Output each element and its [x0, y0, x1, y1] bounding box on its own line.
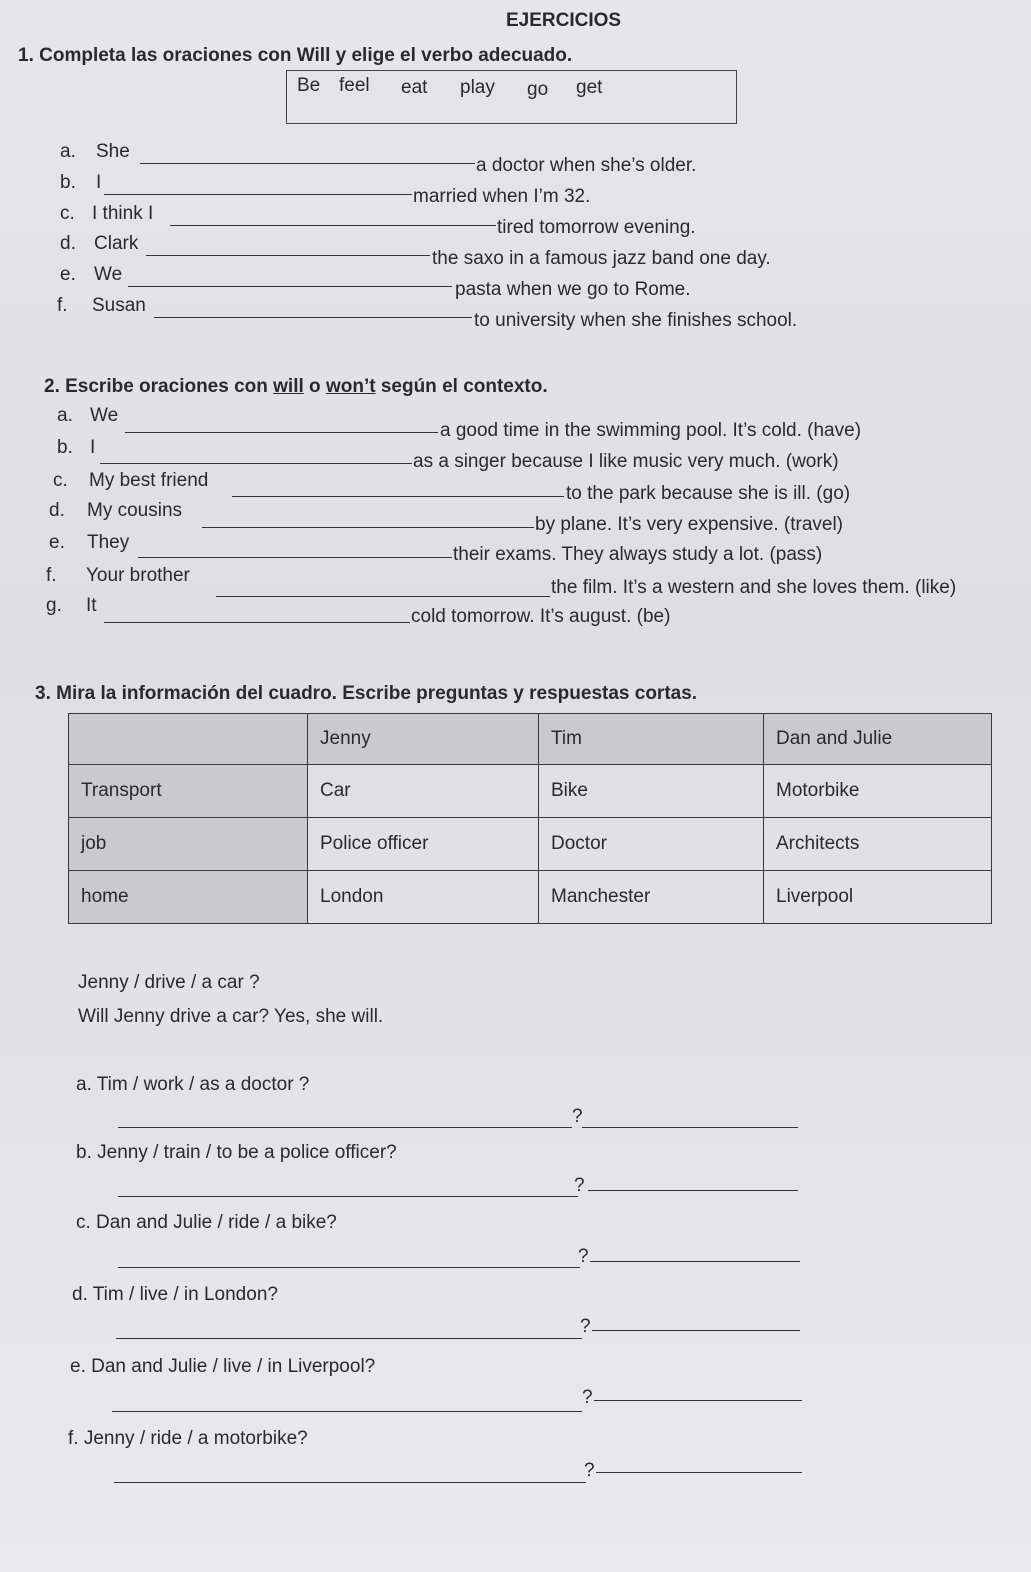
info-table	[68, 713, 992, 924]
ex3-item-d-qmark: ?	[580, 1316, 591, 1337]
ex2-item-b-subject: I	[90, 437, 96, 458]
ex1-item-c-label: c.	[60, 203, 75, 224]
table-cell: Motorbike	[764, 765, 992, 818]
ex1-item-d-blank	[146, 255, 430, 256]
ex1-item-e-label: e.	[60, 264, 76, 285]
ex1-item-f-blank	[154, 317, 472, 318]
table-cell: Doctor	[539, 818, 764, 871]
table-cell: Bike	[539, 765, 764, 818]
ex3-item-c-prompt: c. Dan and Julie / ride / a bike?	[76, 1212, 337, 1233]
table-header-cell: Jenny	[308, 714, 539, 765]
ex2-item-c-rest: to the park because she is ill. (go)	[566, 483, 851, 504]
ex1-item-f-label: f.	[57, 295, 68, 316]
ex3-item-e-qmark: ?	[582, 1387, 593, 1408]
exercise-2-heading: 2. Escribe oraciones con will o won’t según el contexto.	[44, 376, 548, 397]
ex2-item-d-blank	[202, 527, 534, 528]
ex2-item-g-blank	[104, 622, 410, 623]
ex2-item-e-blank	[138, 557, 452, 558]
ex3-item-c-answer-blank	[590, 1261, 800, 1262]
ex3-item-f-question-blank	[114, 1482, 586, 1483]
ex2-item-b-rest: as a singer because I like music very much. (work)	[413, 451, 839, 472]
ex2-item-b-blank	[100, 463, 412, 464]
word-eat: eat	[401, 77, 428, 98]
ex2-item-e-label: e.	[49, 532, 65, 553]
table-row-header: Transport	[69, 765, 308, 818]
table-cell: Police officer	[308, 818, 539, 871]
ex3-item-a-question-blank	[118, 1127, 572, 1128]
ex2-item-d-rest: by plane. It’s very expensive. (travel)	[535, 514, 844, 535]
ex1-item-e-blank	[128, 286, 452, 287]
ex3-item-d-prompt: d. Tim / live / in London?	[72, 1284, 278, 1305]
ex1-item-b-label: b.	[60, 172, 76, 193]
ex2-item-a-subject: We	[90, 405, 119, 426]
table-header-row	[69, 714, 992, 765]
table-header-cell: Dan and Julie	[764, 714, 992, 765]
word-play: play	[460, 77, 495, 98]
ex1-item-b-subject: I	[96, 172, 102, 193]
exercise-1-heading: 1. Completa las oraciones con Will y elige el verbo adecuado.	[18, 45, 573, 66]
ex3-item-f-answer-blank	[596, 1472, 802, 1473]
word-get: get	[576, 77, 603, 98]
ex2-item-f-label: f.	[46, 565, 57, 586]
table-cell: Liverpool	[764, 871, 992, 924]
ex1-item-c-rest: tired tomorrow evening.	[497, 217, 696, 238]
ex1-item-c-blank	[170, 225, 496, 226]
table-corner-cell	[69, 714, 308, 765]
ex2-item-f-blank	[216, 596, 550, 597]
keyword-will: will	[273, 376, 304, 397]
example-answer: Will Jenny drive a car? Yes, she will.	[78, 1006, 384, 1027]
ex1-item-b-blank	[104, 194, 412, 195]
ex1-item-a-rest: a doctor when she’s older.	[476, 155, 697, 176]
example-prompt: Jenny / drive / a car ?	[78, 972, 260, 993]
table-cell: London	[308, 871, 539, 924]
ex2-item-a-label: a.	[57, 405, 73, 426]
ex3-item-e-answer-blank	[594, 1400, 802, 1401]
ex2-item-e-rest: their exams. They always study a lot. (pass)	[453, 544, 823, 565]
ex1-item-a-label: a.	[60, 141, 76, 162]
ex3-item-c-qmark: ?	[578, 1246, 589, 1267]
ex3-item-f-prompt: f. Jenny / ride / a motorbike?	[68, 1428, 308, 1449]
ex2-item-c-subject: My best friend	[89, 470, 209, 491]
word-feel: feel	[339, 75, 370, 96]
ex1-item-e-subject: We	[94, 264, 123, 285]
ex1-item-a-subject: She	[96, 141, 130, 162]
table-row-header: home	[69, 871, 308, 924]
ex1-item-f-rest: to university when she finishes school.	[474, 310, 798, 331]
ex1-item-a-blank	[140, 163, 475, 164]
ex2-item-g-rest: cold tomorrow. It’s august. (be)	[411, 606, 671, 627]
page-title: EJERCICIOS	[506, 10, 622, 31]
keyword-wont: won’t	[325, 376, 376, 397]
table-header-cell: Tim	[539, 714, 764, 765]
ex3-item-e-prompt: e. Dan and Julie / live / in Liverpool?	[70, 1356, 376, 1377]
ex2-item-d-label: d.	[49, 500, 65, 521]
ex3-item-d-question-blank	[116, 1338, 582, 1339]
ex3-item-a-qmark: ?	[572, 1106, 583, 1127]
ex3-item-b-answer-blank	[588, 1190, 798, 1191]
ex2-item-c-blank	[232, 496, 564, 497]
ex3-item-d-answer-blank	[592, 1330, 800, 1331]
word-go: go	[527, 79, 549, 100]
ex3-item-a-answer-blank	[582, 1127, 798, 1128]
exercise-3-heading: 3. Mira la información del cuadro. Escribe preguntas y respuestas cortas.	[35, 683, 698, 704]
ex3-item-b-qmark: ?	[574, 1175, 585, 1196]
ex3-item-b-prompt: b. Jenny / train / to be a police officer?	[76, 1142, 397, 1163]
table-cell: Car	[308, 765, 539, 818]
table-cell: Manchester	[539, 871, 764, 924]
ex3-item-e-question-blank	[112, 1411, 582, 1412]
table-row	[69, 871, 992, 924]
word-be: Be	[297, 75, 321, 96]
ex1-item-c-subject: I think I	[92, 203, 154, 224]
table-row	[69, 818, 992, 871]
ex3-item-a-prompt: a. Tim / work / as a doctor ?	[76, 1074, 310, 1095]
ex2-item-a-blank	[125, 432, 438, 433]
ex2-item-g-label: g.	[46, 595, 62, 616]
ex2-item-f-rest: the film. It’s a western and she loves them. (like)	[551, 577, 957, 598]
ex2-item-a-rest: a good time in the swimming pool. It’s cold. (have)	[440, 420, 862, 441]
ex1-item-b-rest: married when I’m 32.	[413, 186, 591, 207]
ex1-item-f-subject: Susan	[92, 295, 146, 316]
ex2-item-c-label: c.	[53, 470, 68, 491]
ex2-item-e-subject: They	[87, 532, 130, 553]
ex2-item-f-subject: Your brother	[86, 565, 190, 586]
table-row-header: job	[69, 818, 308, 871]
ex2-item-g-subject: It	[86, 595, 97, 616]
ex2-item-b-label: b.	[57, 437, 73, 458]
ex1-item-e-rest: pasta when we go to Rome.	[455, 279, 691, 300]
table-cell: Architects	[764, 818, 992, 871]
ex3-item-c-question-blank	[118, 1267, 580, 1268]
ex1-item-d-subject: Clark	[94, 233, 139, 254]
ex3-item-f-qmark: ?	[584, 1460, 595, 1481]
ex3-item-b-question-blank	[118, 1196, 578, 1197]
ex1-item-d-label: d.	[60, 233, 76, 254]
ex1-item-d-rest: the saxo in a famous jazz band one day.	[432, 248, 771, 269]
table-row	[69, 765, 992, 818]
ex2-item-d-subject: My cousins	[87, 500, 183, 521]
